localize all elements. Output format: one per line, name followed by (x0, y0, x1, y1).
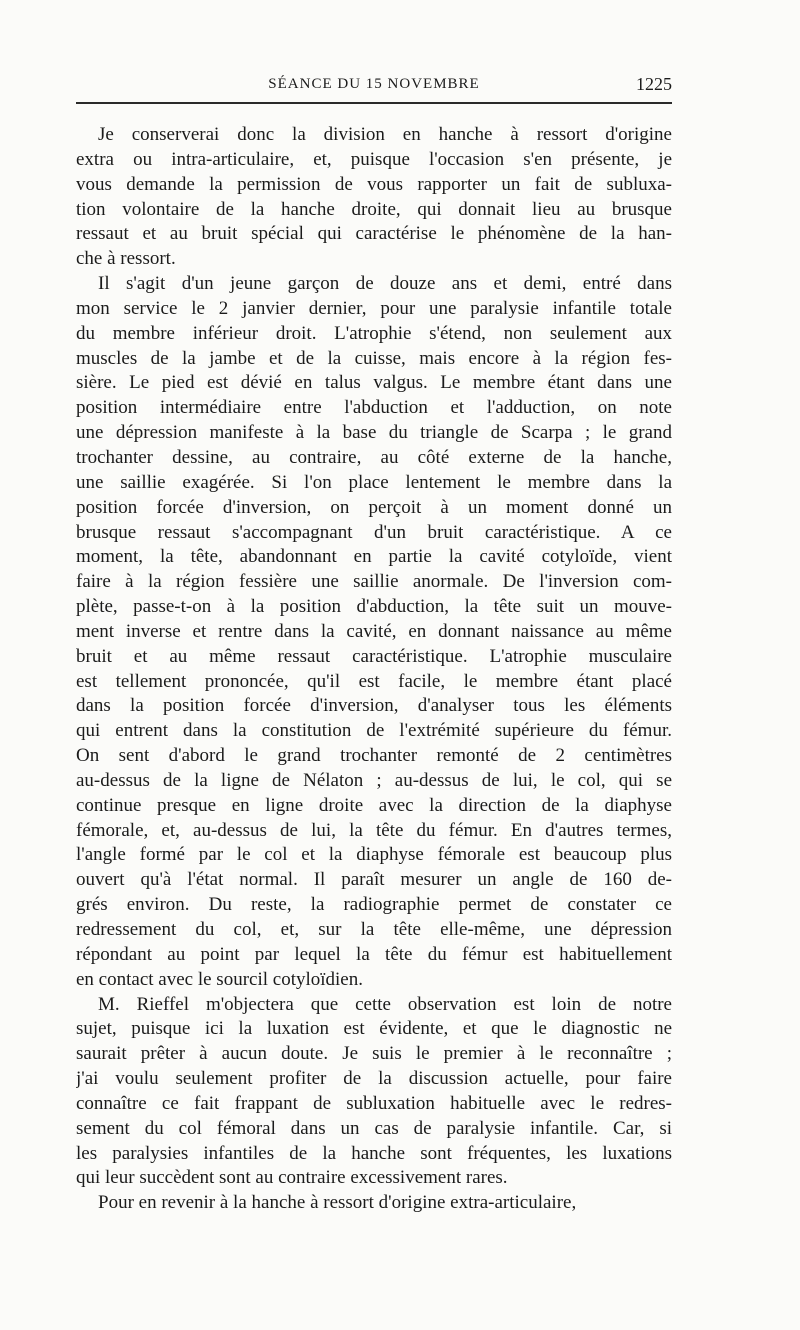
text-line: l'angle formé par le col et la diaphyse fémorale est beaucoup plus (76, 844, 672, 866)
text-line: qui leur succèdent sont au contraire excessivement rares. (76, 1167, 508, 1189)
text-line: les paralysies infantiles de la hanche sont fréquentes, les luxations (76, 1142, 672, 1164)
text-line: redressement du col, et, sur la tête elle-même, une dépression (76, 919, 672, 940)
text-line: plète, passe-t-on à la position d'abduction, la tête suit un mouve- (76, 596, 672, 618)
text-line: fémorale, et, au-dessus de lui, la tête du fémur. En d'autres termes, (76, 819, 672, 841)
text-line: ment inverse et rentre dans la cavité, en donnant naissance au même (76, 620, 672, 642)
text-line: On sent d'abord le grand trochanter remonté de 2 centimètres (76, 745, 672, 767)
text-line: ressaut et au bruit spécial qui caractérise le phénomène de la han- (76, 223, 672, 245)
text-line: connaître ce fait frappant de subluxation habituelle avec le redres- (76, 1092, 672, 1114)
text-line: position intermédiaire entre l'abduction et l'adduction, on note (76, 397, 672, 419)
paragraph (76, 993, 672, 1192)
text-line: bruit et au même ressaut caractéristique. L'atrophie musculaire (76, 645, 672, 667)
paragraph (76, 123, 672, 272)
text-line: grés environ. Du reste, la radiographie permet de constater ce (76, 894, 672, 916)
text-line: vous demande la permission de vous rapporter un fait de subluxa- (76, 173, 672, 195)
text-line: Pour en revenir à la hanche à ressort d'origine extra-articulaire, (98, 1192, 577, 1214)
text-line: sement du col fémoral dans un cas de paralysie infantile. Car, si (76, 1117, 672, 1139)
text-line: saurait prêter à aucun doute. Je suis le premier à le reconnaître ; (76, 1043, 672, 1065)
text-line: ouvert qu'à l'état normal. Il paraît mesurer un angle de 160 de- (76, 869, 672, 891)
text-line: j'ai voulu seulement profiter de la discussion actuelle, pour faire (76, 1068, 672, 1090)
text-line: sière. Le pied est dévié en talus valgus. Le membre étant dans une (76, 372, 672, 394)
text-line: Il s'agit d'un jeune garçon de douze ans et demi, entré dans (98, 273, 672, 295)
text-line: moment, la tête, abandonnant en partie la cavité cotyloïde, vient (76, 546, 672, 568)
text-line: au-dessus de la ligne de Nélaton ; au-dessus de lui, le col, qui se (76, 769, 672, 791)
text-line: du membre inférieur droit. L'atrophie s'étend, non seulement aux (76, 322, 672, 344)
text-line: sujet, puisque ici la luxation est évidente, et que le diagnostic ne (76, 1018, 672, 1040)
text-line: qui entrent dans la constitution de l'extrémité supérieure du fémur. (76, 720, 672, 742)
text-line: M. Rieffel m'objectera que cette observation est loin de notre (98, 993, 672, 1015)
text-line: mon service le 2 janvier dernier, pour une paralysie infantile totale (76, 297, 672, 319)
text-line: répondant au point par lequel la tête du fémur est habituellement (76, 943, 672, 965)
paragraph (76, 1191, 672, 1216)
text-line: tion volontaire de la hanche droite, qui donnait lieu au brusque (76, 198, 672, 220)
text-body (76, 123, 672, 1216)
text-line: che à ressort. (76, 248, 176, 270)
header-rule (76, 102, 672, 104)
text-line: faire à la région fessière une saillie anormale. De l'inversion com- (76, 571, 672, 593)
text-line: est tellement prononcée, qu'il est facile, le membre étant placé (76, 670, 672, 692)
text-line: muscles de la jambe et de la cuisse, mais encore à la région fes- (76, 347, 672, 369)
text-line: Je conserverai donc la division en hanche à ressort d'origine (98, 124, 672, 145)
text-line: en contact avec le sourcil cotyloïdien. (76, 968, 363, 990)
text-line: continue presque en ligne droite avec la direction de la diaphyse (76, 794, 672, 816)
text-line: une saillie exagérée. Si l'on place lentement le membre dans la (76, 471, 672, 493)
text-line: extra ou intra-articulaire, et, puisque l'occasion s'en présente, je (76, 148, 672, 170)
text-line: une dépression manifeste à la base du triangle de Scarpa ; le grand (76, 422, 672, 444)
running-title: SÉANCE DU 15 NOVEMBRE (268, 76, 480, 92)
text-line: position forcée d'inversion, on perçoit à un moment donné un (76, 496, 672, 518)
text-line: brusque ressaut s'accompagnant d'un bruit caractéristique. A ce (76, 521, 672, 543)
page-number: 1225 (636, 74, 672, 94)
page-header (76, 72, 672, 96)
paragraph (76, 272, 672, 992)
text-line: dans la position forcée d'inversion, d'analyser tous les éléments (76, 695, 672, 717)
text-line: trochanter dessine, au contraire, au côté externe de la hanche, (76, 446, 672, 468)
